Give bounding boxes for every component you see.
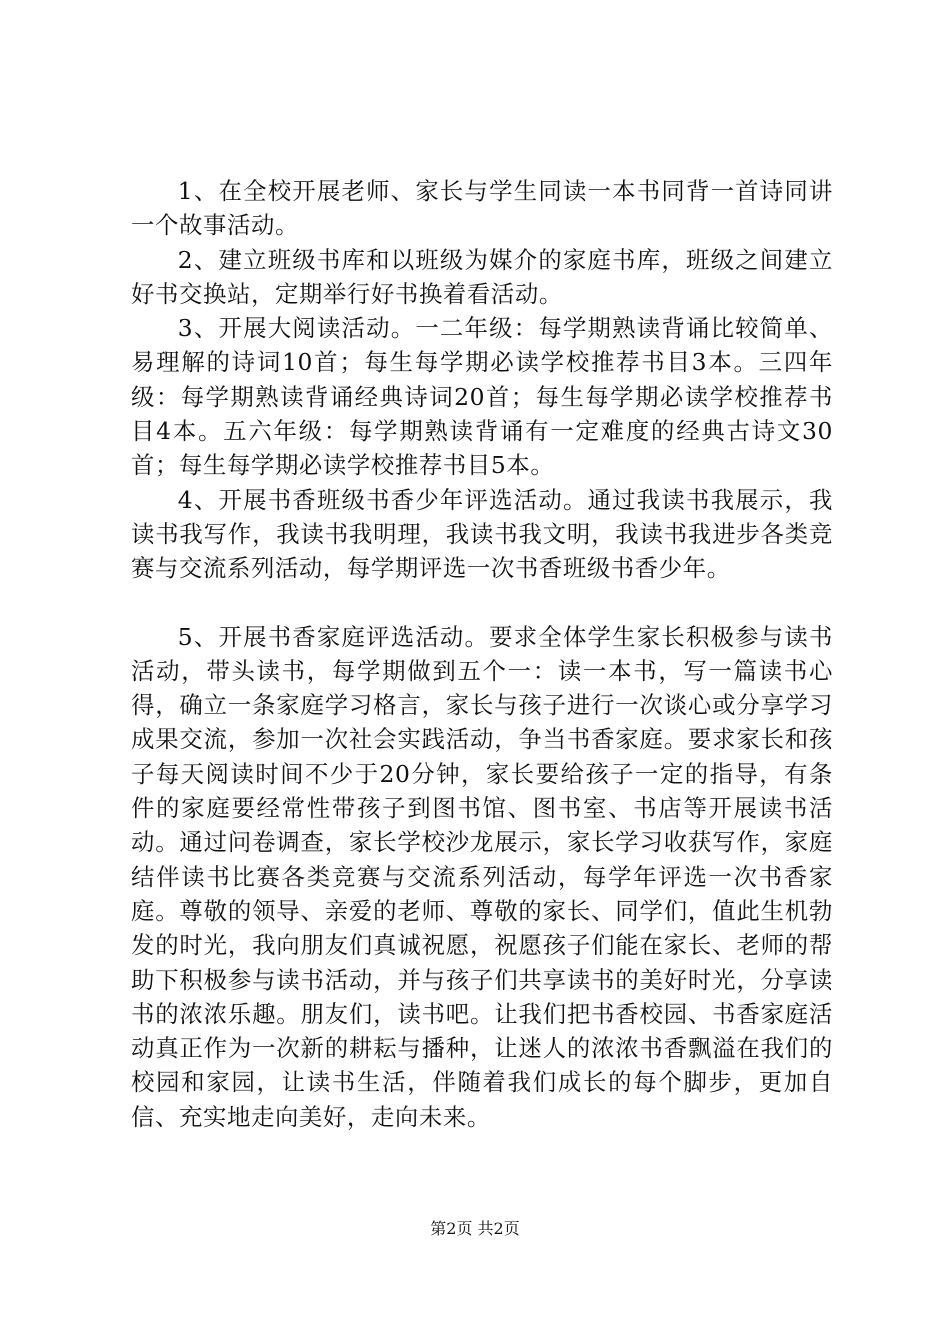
paragraph-spacer (131, 586, 833, 620)
document-body (131, 174, 833, 1134)
paragraph-3: 3、开展大阅读活动。一二年级：每学期熟读背诵比较简单、易理解的诗词10首；每生每学期必读学校推荐书目3本。三四年级：每学期熟读背诵经典诗词20首；每生每学期必读学校推荐书目4本。五六年级：每学期熟读背诵有一定难度的经典古诗文30首；每生每学期必读学校推荐书目5本。 (131, 314, 833, 480)
paragraph-4: 4、开展书香班级书香少年评选活动。通过我读书我展示，我读书我写作，我读书我明理，我读书我文明，我读书我进步各类竞赛与交流系列活动，每学期评选一次书香班级书香少年。 (131, 485, 833, 583)
page-footer: 第2页 共2页 (430, 1219, 520, 1238)
paragraph-2: 2、建立班级书库和以班级为媒介的家庭书库，班级之间建立好书交换站，定期举行好书换着看活动。 (131, 245, 833, 308)
paragraph-1: 1、在全校开展老师、家长与学生同读一本书同背一首诗同讲一个故事活动。 (131, 177, 833, 240)
paragraph-5: 5、开展书香家庭评选活动。要求全体学生家长积极参与读书活动，带头读书，每学期做到五个一：读一本书，写一篇读书心得，确立一条家庭学习格言，家长与孩子进行一次谈心或分享学习成果交流，参加一次社会实践活动，争当书香家庭。要求家长和孩子每天阅读时间不少于20分钟，家长要给孩子一定的指导，有条件的家庭要经常性带孩子到图书馆、图书室、书店等开展读书活动。通过问卷调查，家长学校沙龙展示，家长学习收获写作，家庭结伴读书比赛各类竞赛与交流系列活动，每学年评选一次书香家庭。尊敬的领导、亲爱的老师、尊敬的家长、同学们，值此生机勃发的时光，我向朋友们真诚祝愿，祝愿孩子们能在家长、老师的帮助下积极参与读书活动，并与孩子们共享读书的美好时光，分享读书的浓浓乐趣。朋友们，读书吧。让我们把书香校园、书香家庭活动真正作为一次新的耕耘与播种，让迷人的浓浓书香飘溢在我们的校园和家园，让读书生活，伴随着我们成长的每个脚步，更加自信、充实地走向美好，走向未来。 (131, 622, 833, 1131)
